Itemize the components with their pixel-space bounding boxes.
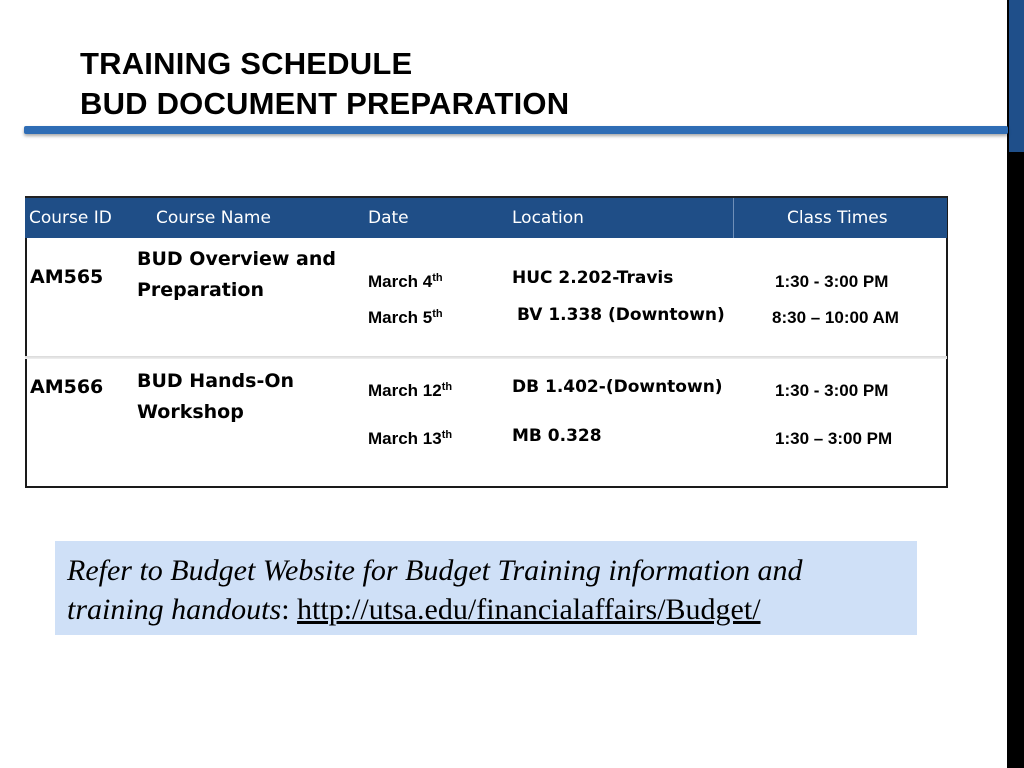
session-location: HUC 2.202-Travis bbox=[512, 268, 674, 288]
session-time: 1:30 - 3:00 PM bbox=[775, 381, 889, 400]
slide-title bbox=[80, 44, 569, 124]
session-date bbox=[368, 429, 452, 449]
session-location: BV 1.338 (Downtown) bbox=[517, 305, 725, 325]
course-id: AM566 bbox=[30, 376, 104, 398]
header-course-id: Course ID bbox=[29, 208, 112, 228]
budget-website-link[interactable]: http://utsa.edu/financialaffairs/Budget/ bbox=[297, 593, 761, 626]
session-time: 8:30 – 10:00 AM bbox=[772, 308, 899, 327]
header-class-times: Class Times bbox=[787, 208, 888, 228]
date-suffix: th bbox=[441, 429, 453, 441]
title-line-2: BUD DOCUMENT PREPARATION bbox=[80, 86, 570, 121]
course-name-line-1: BUD Overview and bbox=[137, 248, 336, 270]
date-text: March 5 bbox=[368, 308, 433, 327]
table-header bbox=[25, 196, 947, 238]
date-text: March 12 bbox=[368, 381, 442, 400]
date-suffix: th bbox=[432, 308, 443, 320]
note-separator: : bbox=[281, 593, 298, 626]
date-suffix: th bbox=[432, 272, 443, 284]
title-line-1: TRAINING SCHEDULE bbox=[80, 46, 413, 81]
right-edge-accent bbox=[1009, 0, 1024, 152]
session-date bbox=[368, 308, 443, 328]
row-divider bbox=[25, 356, 947, 359]
course-name-line-2: Workshop bbox=[137, 401, 244, 423]
session-date bbox=[368, 272, 443, 292]
session-location: DB 1.402-(Downtown) bbox=[512, 377, 723, 397]
date-text: March 13 bbox=[368, 429, 442, 448]
session-time: 1:30 – 3:00 PM bbox=[775, 429, 893, 448]
title-underline bbox=[24, 126, 1008, 134]
course-name-line-2: Preparation bbox=[137, 279, 264, 301]
date-text: March 4 bbox=[368, 272, 433, 291]
budget-website-note bbox=[55, 541, 917, 635]
header-divider bbox=[733, 198, 734, 238]
date-suffix: th bbox=[441, 381, 453, 393]
session-date bbox=[368, 381, 452, 401]
header-date: Date bbox=[368, 208, 409, 228]
header-course-name: Course Name bbox=[156, 208, 271, 228]
course-name-line-1: BUD Hands-On bbox=[137, 370, 295, 392]
session-location: MB 0.328 bbox=[512, 426, 602, 446]
header-location: Location bbox=[512, 208, 584, 228]
course-id: AM565 bbox=[30, 266, 104, 288]
note-text: Refer to Budget Website for Budget Training information and training handouts bbox=[67, 554, 803, 626]
session-time: 1:30 - 3:00 PM bbox=[775, 272, 889, 291]
